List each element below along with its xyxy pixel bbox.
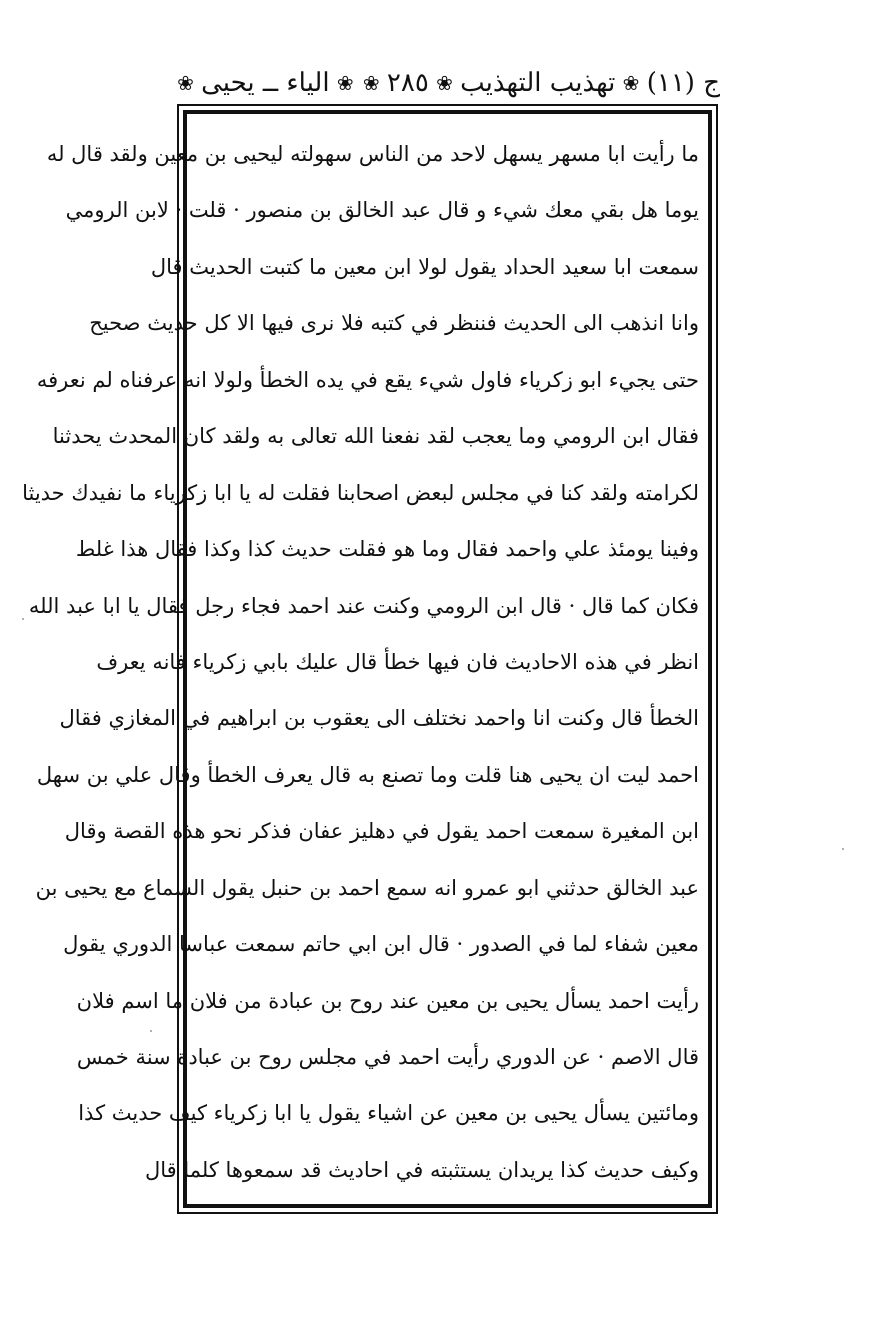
text-line: فكان كما قال · قال ابن الرومي وكنت عند احمد فجاء رجل فقال يا ابا عبد الله: [28, 593, 699, 618]
text-line: وانا انذهب الى الحديث فننظر في كتبه فلا نرى فيها الا كل حديث صحيح: [89, 311, 699, 336]
text-line: الخطأ قال وكنت انا واحمد نختلف الى يعقوب بن ابراهيم في المغازي فقال: [59, 706, 699, 731]
text-line: ومائتين يسأل يحيى بن معين عن اشياء يقول يا ابا زكرياء كيف حديث كذا: [78, 1101, 699, 1126]
text-line: احمد ليت ان يحيى هنا قلت وما تصنع به قال يعرف الخطأ وقال علي بن سهل: [36, 762, 699, 787]
scan-speck: [842, 848, 844, 850]
text-line: وكيف حديث كذا يريدان يستثبته في احاديث قد سمعوها كلما قال: [144, 1157, 699, 1182]
scan-speck: [150, 1030, 152, 1032]
text-line: رأيت احمد يسأل يحيى بن معين عند روح بن عبادة من فلان ما اسم فلان: [76, 988, 699, 1013]
text-line: لكرامته ولقد كنا في مجلس لبعض اصحابنا فقلت له يا ابا زكرياء ما نفيدك حديثا: [22, 480, 699, 505]
text-line: حتى يجيء ابو زكرياء فاول شيء يقع في يده الخطأ ولولا انه عرفناه لم نعرفه: [36, 367, 699, 392]
running-header: [175, 60, 720, 106]
page-number: ٢٨٥: [386, 68, 429, 98]
text-line: قال الاصم · عن الدوري رأيت احمد في مجلس روح بن عبادة سنة خمس: [76, 1045, 699, 1069]
text-line: يوما هل بقي معك شيء و قال عبد الخالق بن منصور · قلت · لابن الرومي: [65, 198, 699, 223]
flower-ornament-icon: ❀: [622, 71, 640, 95]
book-title: تهذيب التهذيب: [460, 68, 616, 98]
text-line: فقال ابن الرومي وما يعجب لقد نفعنا الله تعالى به ولقد كان المحدث يحدثنا: [52, 424, 699, 449]
text-line: معين شفاء لما في الصدور · قال ابن ابي حاتم سمعت عباسا الدوري يقول: [63, 932, 699, 957]
text-line: وفينا يومئذ علي واحمد فقال وما هو فقلت حديث كذا وكذا فقال هذا غلط: [75, 537, 699, 562]
text-line: سمعت ابا سعيد الحداد يقول لولا ابن معين ما كتبت الحديث قال: [150, 254, 699, 279]
text-line: انظر في هذه الاحاديث فان فيها خطأ قال عليك بابي زكرياء فانه يعرف: [96, 649, 699, 674]
flower-ornament-icon: ❀: [336, 71, 354, 95]
main-text: [22, 126, 699, 1198]
scan-speck: [22, 618, 24, 620]
text-line: ابن المغيرة سمعت احمد يقول في دهليز عفان فذكر نحو هذه القصة وقال: [64, 819, 699, 844]
flower-ornament-icon: ❀: [436, 71, 453, 95]
text-line: عبد الخالق حدثني ابو عمرو انه سمع احمد بن حنبل يقول السماع مع يحيى بن: [35, 875, 699, 900]
volume-marker: ج (١١): [646, 68, 720, 98]
text-line: ما رأيت ابا مسهر يسهل لاحد من الناس سهولته ليحيى بن معين ولقد قال له: [46, 142, 699, 166]
flower-ornament-icon: ❀: [362, 71, 380, 95]
section-title: الياء ــ يحيى: [201, 68, 330, 98]
flower-ornament-icon: ❀: [177, 71, 194, 95]
